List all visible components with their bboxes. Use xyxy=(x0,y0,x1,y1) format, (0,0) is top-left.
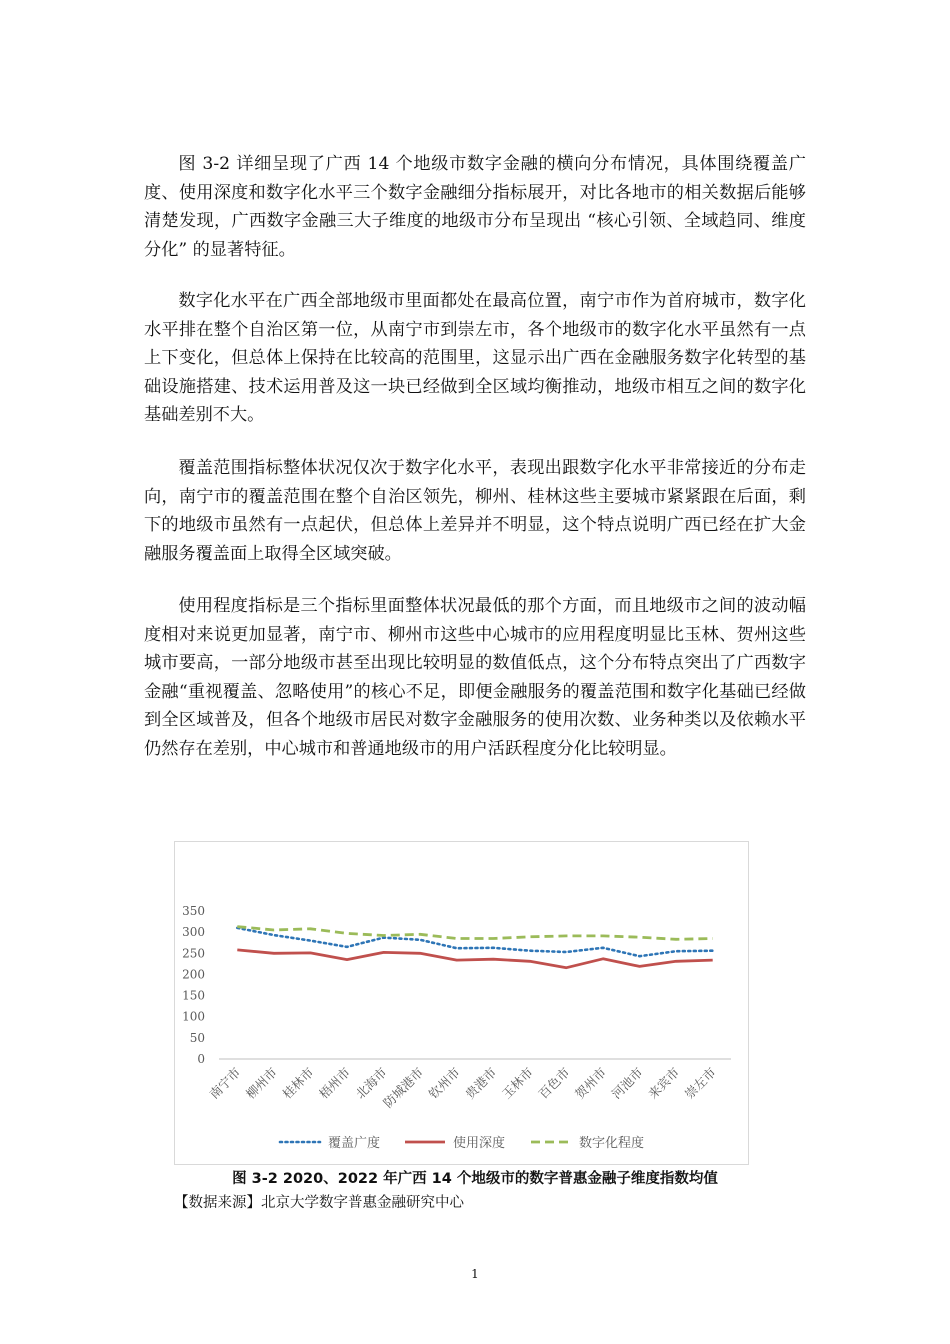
y-tick-label: 150 xyxy=(182,988,205,1003)
data-source: 【数据来源】北京大学数字普惠金融研究中心 xyxy=(174,1195,464,1211)
y-tick-label: 200 xyxy=(182,967,205,982)
paragraph-3: 覆盖范围指标整体状况仅次于数字化水平，表现出跟数字化水平非常接近的分布走向，南宁市的覆盖范围在整个自治区领先，柳州、桂林这些主要城市紧紧跟在后面，剩下的地级市虽然有一点起伏，但总体上差异并不明显，这个特点说明广西已经在扩大金融服务覆盖面上取得全区域突破。 xyxy=(144,458,806,564)
line-chart xyxy=(174,841,749,1165)
x-tick-label: 河池市 xyxy=(608,1064,646,1102)
x-tick-label: 百色市 xyxy=(535,1064,573,1102)
series-lines xyxy=(237,927,712,968)
x-tick-label: 防城港市 xyxy=(380,1064,427,1111)
y-tick-label: 100 xyxy=(182,1009,205,1024)
legend-label-0: 覆盖广度 xyxy=(328,1136,381,1151)
x-tick-label: 贵港市 xyxy=(462,1064,500,1102)
x-tick-label: 玉林市 xyxy=(498,1064,536,1102)
paragraph-1: 图 3-2 详细呈现了广西 14 个地级市数字金融的横向分布情况，具体围绕覆盖广度、使用深度和数字化水平三个数字金融细分指标展开，对比各地市的相关数据后能够清楚发现，广西数字金融三大子维度的地级市分布呈现出 “核心引领、全域趋同、维度分化” 的显著特征。 xyxy=(144,154,806,260)
x-tick-label: 桂林市 xyxy=(279,1064,317,1102)
figure-caption: 图 3-2 2020、2022 年广西 14 个地级市的数字普惠金融子维度指数均值 xyxy=(232,1171,718,1187)
x-tick-label: 梧州市 xyxy=(315,1064,354,1102)
paragraph-4: 使用程度指标是三个指标里面整体状况最低的那个方面，而且地级市之间的波动幅度相对来说更加显著，南宁市、柳州市这些中心城市的应用程度明显比玉林、贺州这些城市要高，一部分地级市甚至出现比较明显的数值低点，这个分布特点突出了广西数字金融“重视覆盖、忽略使用”的核心不足，即便金融服务的覆盖范围和数字化基础已经做到全区域普及，但各个地级市居民对数字金融服务的使用次数、业务种类以及依赖水平仍然存在差别，中心城市和普通地级市的用户活跃程度分化比较明显。 xyxy=(144,596,806,759)
x-tick-label: 南宁市 xyxy=(206,1064,244,1102)
legend-label-2: 数字化程度 xyxy=(579,1136,645,1151)
y-tick-label: 0 xyxy=(197,1052,205,1066)
paragraph-2: 数字化水平在广西全部地级市里面都处在最高位置，南宁市作为首府城市，数字化水平排在整个自治区第一位，从南宁市到崇左市，各个地级市的数字化水平虽然有一点上下变化，但总体上保持在比较高的范围里，这显示出广西在金融服务数字化转型的基础设施搭建、技术运用普及这一块已经做到全区域均衡推动，地级市相互之间的数字化基础差别不大。 xyxy=(144,291,806,425)
series-line-2 xyxy=(237,927,712,940)
y-tick-label: 350 xyxy=(182,904,205,918)
x-axis xyxy=(206,1065,719,1111)
series-line-1 xyxy=(237,950,712,968)
chart-svg xyxy=(175,842,748,1164)
x-tick-label: 崇左市 xyxy=(681,1064,719,1102)
y-axis xyxy=(182,904,205,1066)
legend xyxy=(280,1135,644,1151)
x-tick-label: 北海市 xyxy=(352,1064,390,1102)
x-tick-label: 贺州市 xyxy=(571,1064,610,1102)
x-tick-label: 来宾市 xyxy=(645,1064,683,1102)
y-tick-label: 250 xyxy=(182,946,205,961)
legend-label-1: 使用深度 xyxy=(453,1136,506,1151)
y-tick-label: 300 xyxy=(182,925,205,940)
x-tick-label: 钦州市 xyxy=(425,1064,463,1102)
y-tick-label: 50 xyxy=(189,1030,205,1045)
x-tick-label: 柳州市 xyxy=(242,1064,280,1102)
page-number: 1 xyxy=(471,1267,479,1281)
